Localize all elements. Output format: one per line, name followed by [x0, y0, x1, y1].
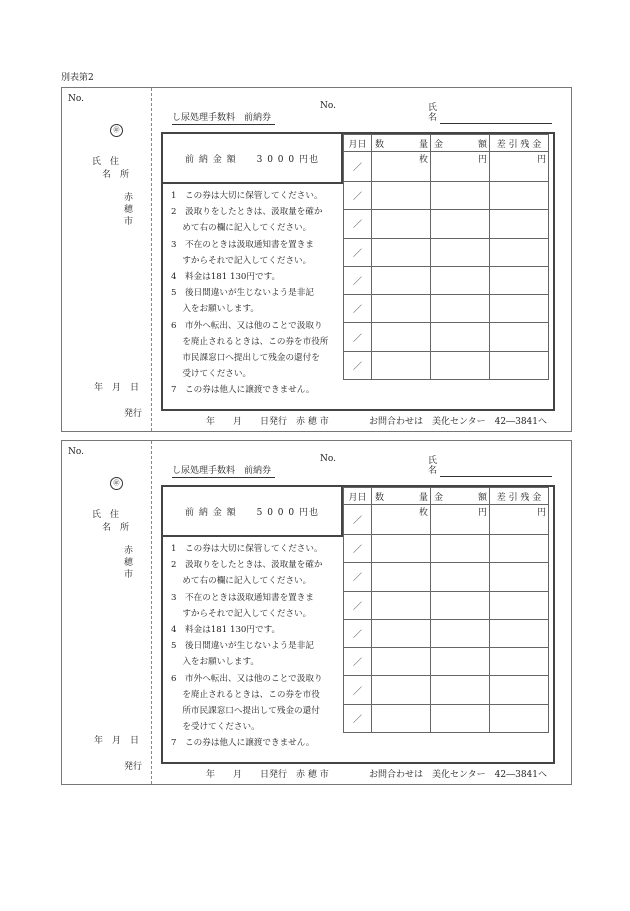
note-line: すからそれで記入してください。 [171, 608, 312, 619]
note-line: 3 不在のときは汲取通知書を置きま [171, 239, 314, 250]
balance-cell [490, 676, 549, 704]
date-cell: ／ [344, 266, 372, 294]
seal-icon: ㊞ [110, 477, 123, 490]
qty-cell [372, 323, 431, 351]
note-line: 入をお願いします。 [171, 304, 259, 315]
stub-issued-label: 発行 [124, 409, 143, 419]
table-row [344, 619, 549, 647]
usage-grid [343, 487, 549, 733]
col-amount-header [431, 488, 490, 505]
note-line: 4 料金は181 130円です。 [171, 272, 281, 282]
stub-issued-label: 発行 [124, 762, 143, 772]
ticket-no-label: No. [320, 454, 336, 464]
note-line: 1 この券は大切に保管してください。 [171, 544, 323, 554]
balance-cell [490, 210, 549, 238]
amount-cell [431, 535, 490, 563]
balance-cell [490, 182, 549, 210]
footer-issue-date: 年 月 日発行 赤 穂 市 [206, 770, 329, 780]
qty-cell [372, 535, 431, 563]
note-line: 6 市外へ転出、又は他のことで汲取り [171, 673, 323, 684]
note-line: 5 後日間違いが生じないよう是非記 [171, 641, 314, 652]
perforation-line [151, 88, 152, 431]
stub-city: 赤穂市 [122, 192, 132, 228]
prepaid-ticket [61, 87, 572, 432]
stub-date-label: 年 月 日 [94, 736, 140, 746]
stub-name-address-1: 氏 住 [92, 510, 120, 520]
col-qty-header [372, 135, 431, 152]
stub-name-address-1: 氏 住 [92, 157, 120, 167]
qty-cell [372, 210, 431, 238]
table-row [344, 648, 549, 676]
date-cell: ／ [344, 535, 372, 563]
note-line: 受けてください。 [171, 369, 252, 380]
table-row [344, 182, 549, 210]
note-line: 7 この券は他人に譲渡できません。 [171, 385, 315, 396]
table-row [344, 704, 549, 732]
perforation-line [151, 441, 152, 784]
footer-contact: お問合わせは 美化センター 42―3841へ [369, 770, 547, 780]
qty-cell [372, 295, 431, 323]
amount-header-b: 額 [477, 492, 487, 503]
qty-cell [372, 238, 431, 266]
usage-grid [343, 134, 549, 380]
col-amount-header [431, 135, 490, 152]
stub-name-address-2: 名 所 [102, 523, 130, 533]
date-cell: ／ [344, 351, 372, 379]
date-cell: ／ [344, 323, 372, 351]
note-line: を廃止されるときは、この券を市役 [171, 689, 320, 700]
amount-cell [431, 704, 490, 732]
note-line: すからそれで記入してください。 [171, 255, 312, 266]
balance-cell [490, 619, 549, 647]
ticket-title: し尿処理手数料 前納券 [172, 463, 275, 478]
note-line: 入をお願いします。 [171, 657, 259, 668]
note-line: 1 この券は大切に保管してください。 [171, 191, 323, 201]
amount-cell [431, 182, 490, 210]
balance-cell: 円 [490, 152, 549, 182]
amount-cell [431, 591, 490, 619]
date-cell: ／ [344, 238, 372, 266]
amount-cell [431, 563, 490, 591]
table-row [344, 210, 549, 238]
amount-cell [431, 238, 490, 266]
name-label-bottom: 名 [428, 113, 438, 123]
table-row [344, 266, 549, 294]
table-row [344, 295, 549, 323]
balance-cell [490, 648, 549, 676]
date-cell: ／ [344, 619, 372, 647]
note-line: 5 後日間違いが生じないよう是非記 [171, 288, 314, 299]
amount-header-b: 額 [477, 139, 487, 150]
note-line: を廃止されるときは、この券を市役所 [171, 336, 329, 347]
qty-cell: 枚 [372, 505, 431, 535]
balance-cell [490, 704, 549, 732]
amount-header-a: 金 [434, 139, 444, 150]
prepaid-ticket [61, 440, 572, 785]
qty-header-b: 量 [418, 139, 428, 150]
table-row [344, 238, 549, 266]
amount-header-a: 金 [434, 492, 444, 503]
note-line: 7 この券は他人に譲渡できません。 [171, 738, 315, 749]
note-line: 4 料金は181 130円です。 [171, 625, 281, 635]
table-row [344, 505, 549, 535]
qty-header-b: 量 [418, 492, 428, 503]
name-field-line [440, 476, 552, 477]
qty-cell [372, 351, 431, 379]
ticket-table [161, 132, 555, 411]
seal-icon: ㊞ [110, 124, 123, 137]
balance-cell [490, 266, 549, 294]
prepaid-amount: 前 納 金 額 5 0 0 0 円也 [163, 487, 343, 537]
col-balance-header: 差 引 残 金 [490, 488, 549, 505]
amount-cell [431, 648, 490, 676]
table-row [344, 535, 549, 563]
qty-cell [372, 266, 431, 294]
note-line: めて右の欄に記入してください。 [171, 576, 312, 587]
date-cell: ／ [344, 563, 372, 591]
qty-cell [372, 591, 431, 619]
balance-cell [490, 238, 549, 266]
col-date-header: 月日 [344, 488, 372, 505]
stub-name-address-2: 名 所 [102, 170, 130, 180]
date-cell: ／ [344, 210, 372, 238]
amount-cell [431, 266, 490, 294]
balance-cell [490, 535, 549, 563]
name-field-line [440, 123, 552, 124]
ticket-number-label: No. [68, 94, 84, 104]
amount-cell: 円 [431, 152, 490, 182]
amount-cell: 円 [431, 505, 490, 535]
balance-cell [490, 351, 549, 379]
qty-cell [372, 676, 431, 704]
amount-cell [431, 351, 490, 379]
ticket-table [161, 485, 555, 764]
date-cell: ／ [344, 704, 372, 732]
balance-cell [490, 591, 549, 619]
table-row [344, 676, 549, 704]
amount-cell [431, 210, 490, 238]
note-line: 6 市外へ転出、又は他のことで汲取り [171, 320, 323, 331]
note-line: 所市民課窓口へ提出して残金の還付 [171, 706, 320, 716]
note-line: 2 汲取りをしたときは、汲取量を確か [171, 207, 323, 218]
amount-cell [431, 295, 490, 323]
amount-cell [431, 676, 490, 704]
footer-contact: お問合わせは 美化センター 42―3841へ [369, 417, 547, 427]
ticket-title: し尿処理手数料 前納券 [172, 110, 275, 125]
qty-cell [372, 648, 431, 676]
date-cell: ／ [344, 295, 372, 323]
note-line: 2 汲取りをしたときは、汲取量を確か [171, 560, 323, 571]
balance-cell [490, 563, 549, 591]
table-row [344, 323, 549, 351]
qty-header-a: 数 [375, 139, 385, 150]
date-cell: ／ [344, 182, 372, 210]
qty-cell: 枚 [372, 152, 431, 182]
date-cell: ／ [344, 505, 372, 535]
balance-cell: 円 [490, 505, 549, 535]
name-label-top: 氏 [428, 456, 438, 466]
date-cell: ／ [344, 152, 372, 182]
col-date-header: 月日 [344, 135, 372, 152]
stub-city: 赤穂市 [122, 545, 132, 581]
note-line: を受けてください。 [171, 722, 260, 733]
date-cell: ／ [344, 676, 372, 704]
qty-cell [372, 619, 431, 647]
note-line: めて右の欄に記入してください。 [171, 223, 312, 234]
qty-cell [372, 563, 431, 591]
qty-cell [372, 182, 431, 210]
table-row [344, 563, 549, 591]
date-cell: ／ [344, 648, 372, 676]
table-row [344, 351, 549, 379]
note-line: 市民課窓口へ提出して残金の還付を [171, 353, 320, 363]
qty-header-a: 数 [375, 492, 385, 503]
qty-cell [372, 704, 431, 732]
ticket-number-label: No. [68, 447, 84, 457]
col-qty-header [372, 488, 431, 505]
ticket-no-label: No. [320, 101, 336, 111]
name-label-bottom: 名 [428, 466, 438, 476]
balance-cell [490, 295, 549, 323]
name-label-top: 氏 [428, 103, 438, 113]
table-row [344, 152, 549, 182]
col-balance-header: 差 引 残 金 [490, 135, 549, 152]
footer-issue-date: 年 月 日発行 赤 穂 市 [206, 417, 329, 427]
note-line: 3 不在のときは汲取通知書を置きま [171, 592, 314, 603]
table-row [344, 591, 549, 619]
amount-cell [431, 619, 490, 647]
date-cell: ／ [344, 591, 372, 619]
balance-cell [490, 323, 549, 351]
document-label: 別表第2 [61, 73, 94, 83]
prepaid-amount: 前 納 金 額 3 0 0 0 円也 [163, 134, 343, 184]
amount-cell [431, 323, 490, 351]
stub-date-label: 年 月 日 [94, 383, 140, 393]
